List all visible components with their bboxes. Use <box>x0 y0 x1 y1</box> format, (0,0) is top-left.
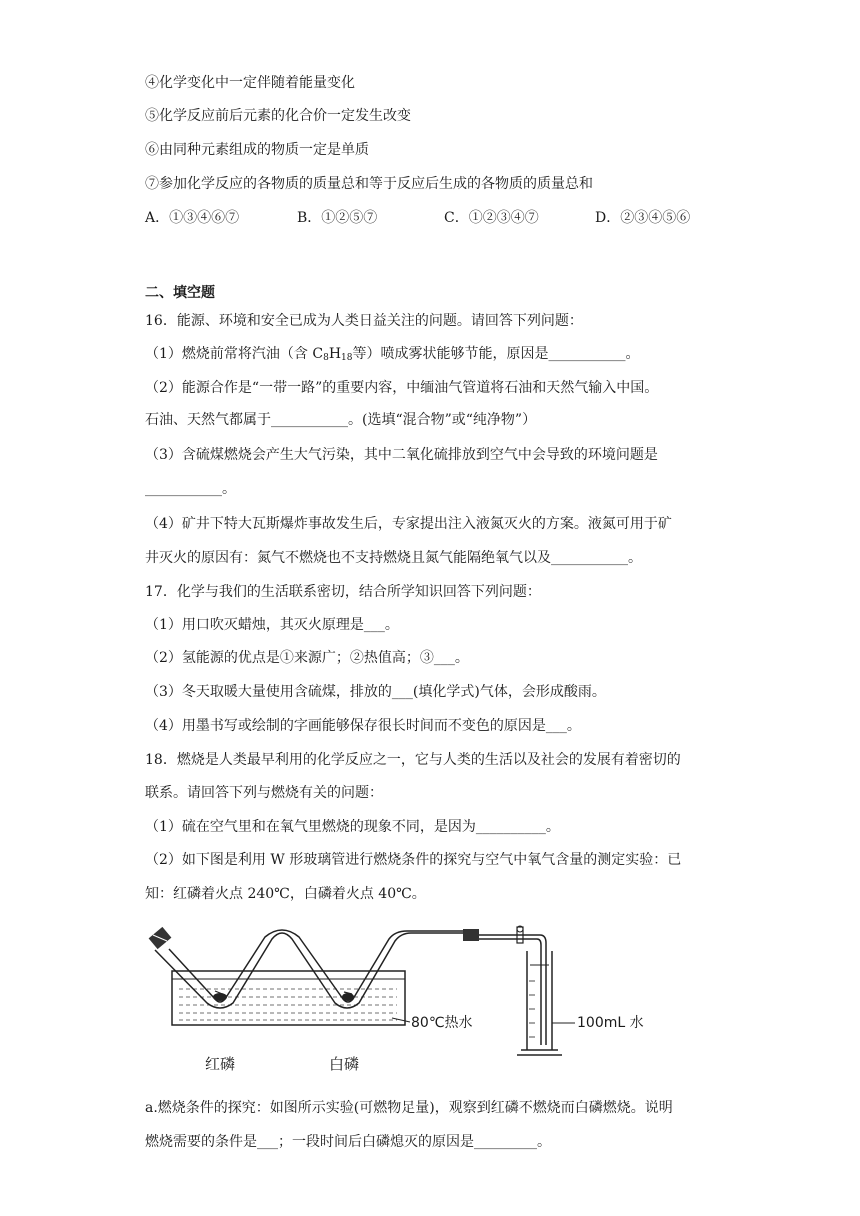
w-shaped-glass-tube <box>155 930 465 1008</box>
water-bath <box>172 971 405 1025</box>
statement-7: ⑦参加化学反应的各物质的质量总和等于反应后生成的各物质的质量总和 <box>145 176 593 192</box>
section-heading: 二、填空题 <box>145 285 215 301</box>
label-hot-water: 80℃热水 <box>411 1015 473 1031</box>
water-leader-line <box>392 1018 410 1022</box>
label-white-phosphorus: 白磷 <box>329 1055 360 1073</box>
option-b: B．①②⑤⑦ <box>297 210 378 226</box>
q16-part3-line2: ___________。 <box>145 481 236 497</box>
option-d: D．②③④⑤⑥ <box>595 210 691 226</box>
q17-part2: （2）氢能源的优点是①来源广；②热值高；③___。 <box>145 650 469 666</box>
q17-part4: （4）用墨书写或绘制的字画能够保存很长时间而不变色的原因是___。 <box>145 718 581 734</box>
q18-part2-line2: 知：红磷着火点 240℃，白磷着火点 40℃。 <box>145 886 426 902</box>
q18-part1: （1）硫在空气里和在氧气里燃烧的现象不同，是因为__________。 <box>145 819 560 835</box>
statement-6: ⑥由同种元素组成的物质一定是单质 <box>145 142 369 158</box>
q17-part1: （1）用口吹灭蜡烛，其灭火原理是___。 <box>145 617 399 633</box>
q18-part-a-line2: 燃烧需要的条件是___；一段时间后白磷熄灭的原因是_________。 <box>145 1134 551 1150</box>
q16-part4-line2: 井灭火的原因有：氮气不燃烧也不支持燃烧且氮气能隔绝氧气以及___________。 <box>145 550 642 566</box>
q16-part2-line1: （2）能源合作是“一带一路”的重要内容，中缅油气管道将石油和天然气输入中国。 <box>145 380 659 396</box>
option-c: C．①②③④⑦ <box>444 210 539 226</box>
q18-part-a-line1: a.燃烧条件的探究：如图所示实验(可燃物足量)，观察到红磷不燃烧而白磷燃烧。说明 <box>145 1100 673 1116</box>
red-phosphorus-sample <box>213 991 227 1001</box>
graduated-cylinder <box>517 951 562 1055</box>
q18-part2-line1: （2）如下图是利用 W 形玻璃管进行燃烧条件的探究与空气中氧气含量的测定实验：已 <box>145 852 682 868</box>
q17-part3: （3）冬天取暖大量使用含硫煤，排放的___(填化学式)气体，会形成酸雨。 <box>145 684 606 700</box>
q16-stem: 16．能源、环境和安全已成为人类日益关注的问题。请回答下列问题： <box>145 313 583 329</box>
stopper <box>149 927 172 949</box>
statement-4: ④化学变化中一定伴随着能量变化 <box>145 75 355 91</box>
q17-stem: 17．化学与我们的生活联系密切，结合所学知识回答下列问题： <box>145 584 541 600</box>
q16-part3-line1: （3）含硫煤燃烧会产生大气污染，其中二氧化硫排放到空气中会导致的环境问题是 <box>145 447 658 463</box>
q16-part2-line2: 石油、天然气都属于___________。(选填“混合物”或“纯净物”） <box>145 412 537 428</box>
q18-stem-line1: 18．燃烧是人类最早利用的化学反应之一，它与人类的生活以及社会的发展有着密切的 <box>145 752 681 768</box>
q16-part4-line1: （4）矿井下特大瓦斯爆炸事故发生后，专家提出注入液氮灭火的方案。液氮可用于矿 <box>145 516 672 532</box>
white-phosphorus-sample <box>342 992 354 1001</box>
q16-part1: （1）燃烧前常将汽油（含 $C_8H_{18}$等）喷成雾状能够节能，原因是___________。 <box>145 346 640 363</box>
q18-stem-line2: 联系。请回答下列与燃烧有关的问题： <box>145 785 383 801</box>
label-water-volume: 100mL 水 <box>577 1015 644 1031</box>
option-a: A．①③④⑥⑦ <box>145 210 240 226</box>
label-red-phosphorus: 红磷 <box>205 1055 236 1073</box>
experiment-figure <box>145 925 675 1080</box>
statement-5: ⑤化学反应前后元素的化合价一定发生改变 <box>145 108 411 124</box>
connector-and-clip <box>463 926 546 1045</box>
